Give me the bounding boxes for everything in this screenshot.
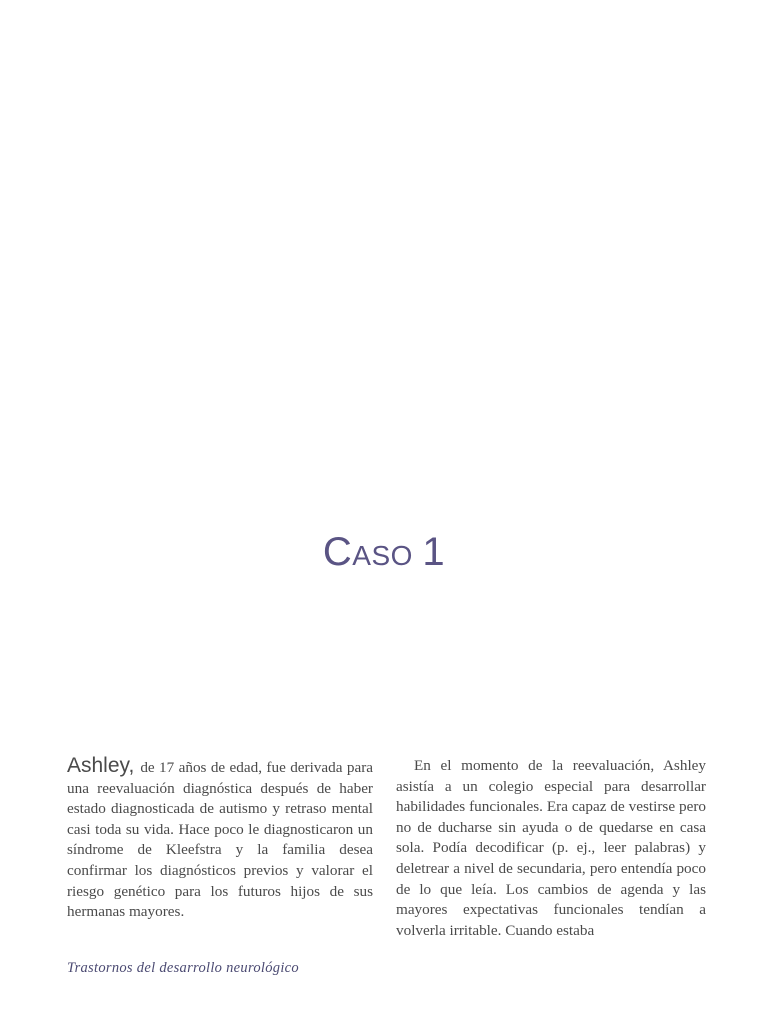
case-title-initial: C <box>322 530 353 574</box>
patient-name: Ashley, <box>67 754 135 777</box>
right-column-text: En el momento de la reevaluación, Ashley asistía a un colegio especial para desarrollar habilidades funcionales. Era capaz de vestirse pero no de ducharse sin ayuda o de quedarse en casa sola. Podía decodificar (p. ej., leer palabras) y deletrear a nivel de secundaria, pero entendía poco de lo que leía. Los cambios de agenda y las mayores expectativas funcionales tendían a volverla irritable. Cuando estaba <box>396 757 706 939</box>
case-number: 1 <box>422 530 446 574</box>
right-column-paragraph <box>396 756 706 941</box>
case-title-rest: ASO <box>352 540 413 571</box>
case-title <box>0 530 768 575</box>
section-footer-title: Trastornos del desarrollo neurológico <box>67 960 299 976</box>
left-column-text: de 17 años de edad, fue derivada para una reevaluación diagnóstica después de haber estado diagnosticada de autismo y retraso mental casi toda su vida. Hace poco le diagnosticaron un síndrome de Kleefstra y la familia desea confirmar los diagnósticos previos y valorar el riesgo genético para los futuros hijos de sus hermanas mayores. <box>67 759 373 921</box>
left-column-paragraph <box>67 756 373 923</box>
